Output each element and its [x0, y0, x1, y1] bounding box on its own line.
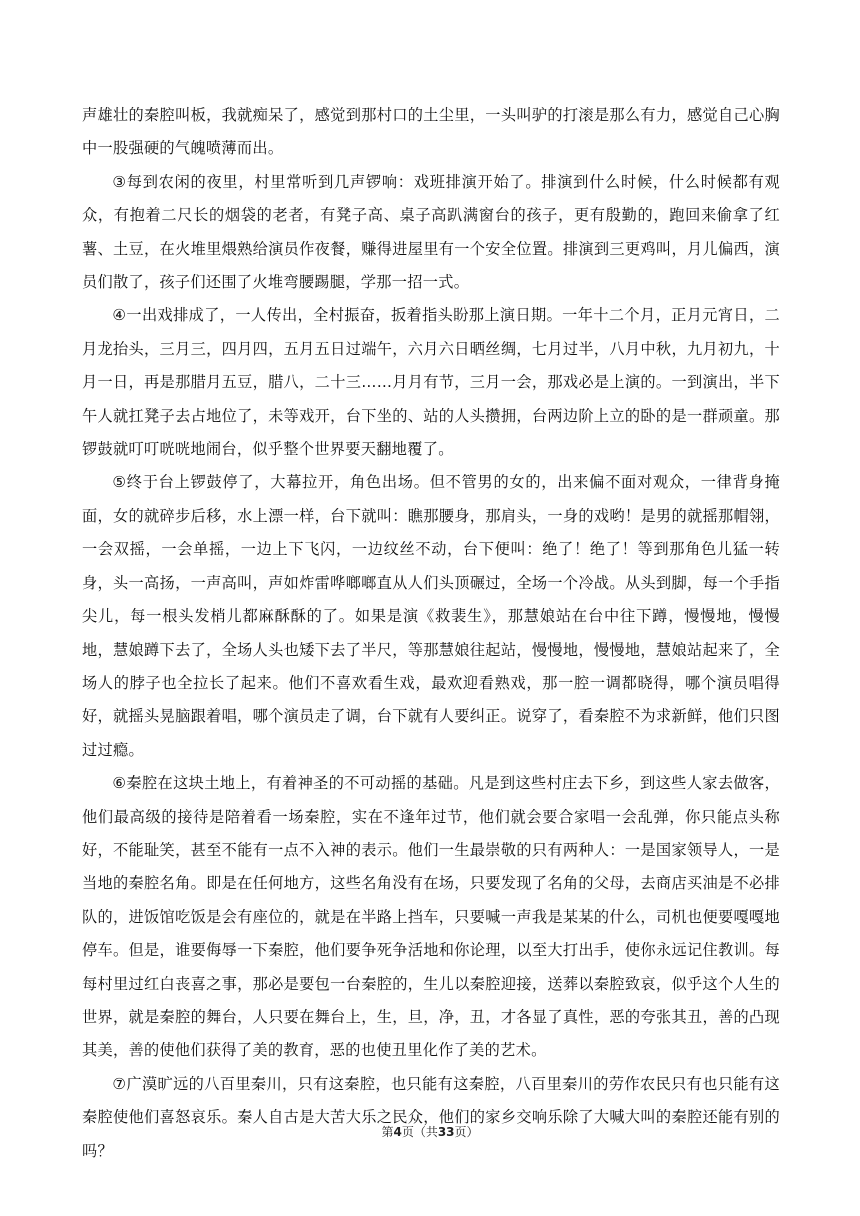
footer-suffix: 页）: [454, 1125, 479, 1139]
footer-prefix: 第: [381, 1125, 394, 1139]
paragraph-7: ⑦广漠旷远的八百里秦川，只有这秦腔，也只能有这秦腔，八百里秦川的劳作农民只有也只能有这秦腔使他们喜怒哀乐。秦人自古是大苦大乐之民众，他们的家乡交响乐除了大喊大叫的秦腔还能有别的吗？: [82, 1074, 780, 1160]
paragraph-4: ④一出戏排成了，一人传出，全村振奋，扳着指头盼那上演日期。一年十二个月，正月元宵日，二月龙抬头，三月三，四月四，五月五日过端午，六月六日晒丝绸，七月过半，八月中秋，九月初九，十月一日，再是那腊月五豆，腊八，二十三……月月有节，三月一会，那戏必是上演的。一到演出，半下午人就扛凳子去占地位了，未等戏开，台下坐的、站的人头攒拥，台两边阶上立的卧的是一群顽童。那锣鼓就叮叮咣咣地闹台，似乎整个世界要天翻地覆了。: [82, 306, 780, 459]
article-body: [82, 99, 780, 1168]
footer-total-pages: 33: [437, 1125, 455, 1139]
footer-mid: 页（共: [401, 1125, 438, 1139]
page-number-footer: [0, 1124, 860, 1140]
paragraph-continued: 声雄壮的秦腔叫板，我就痴呆了，感觉到那村口的土尘里，一头叫驴的打滚是那么有力，感觉自己心胸中一股强硬的气魄喷薄而出。: [82, 106, 780, 158]
paragraph-3: ③每到农闲的夜里，村里常听到几声锣响：戏班排演开始了。排演到什么时候，什么时候都有观众，有抱着二尺长的烟袋的老者，有凳子高、桌子高趴满窗台的孩子，更有殷勤的，跑回来偷拿了红薯、土豆，在火堆里煨熟给演员作夜餐，赚得进屋里有一个安全位置。排演到三更鸡叫，月儿偏西，演员们散了，孩子们还围了火堆弯腰踢腿，学那一招一式。: [82, 172, 780, 292]
paragraph-5: ⑤终于台上锣鼓停了，大幕拉开，角色出场。但不管男的女的，出来偏不面对观众，一律背身掩面，女的就碎步后移，水上漂一样，台下就叫：瞧那腰身，那肩头，一身的戏哟！是男的就摇那帽翎，一会双摇，一会单摇，一边上下飞闪，一边纹丝不动，台下便叫：绝了！绝了！等到那角色儿猛一转身，头一高扬，一声高叫，声如炸雷哗啷啷直从人们头顶碾过，全场一个冷战。从头到脚，每一个手指尖儿，每一根头发梢儿都麻酥酥的了。如果是演《救裴生》，那慧娘站在台中往下蹲，慢慢地，慢慢地，慧娘蹲下去了，全场人头也矮下去了半尺，等那慧娘往起站，慢慢地，慢慢地，慧娘站起来了，全场人的脖子也全拉长了起来。他们不喜欢看生戏，最欢迎看熟戏，那一腔一调都晓得，哪个演员唱得好，就摇头晃脑跟着唱，哪个演员走了调，台下就有人要纠正。说穿了，看秦腔不为求新鲜，他们只图过过瘾。: [82, 473, 780, 759]
footer-page-number: 4: [393, 1125, 402, 1139]
paragraph-6: ⑥秦腔在这块土地上，有着神圣的不可动摇的基础。凡是到这些村庄去下乡，到这些人家去做客，他们最高级的接待是陪着看一场秦腔，实在不逢年过节，他们就会要合家唱一会乱弹，你只能点头称好，不能耻笑，甚至不能有一点不入神的表示。他们一生最崇敬的只有两种人：一是国家领导人，一是当地的秦腔名角。即是在任何地方，这些名角没有在场，只要发现了名角的父母，去商店买油是不必排队的，进饭馆吃饭是会有座位的，就是在半路上挡车，只要喊一声我是某某的什么，司机也便要嘎嘎地停车。但是，谁要侮辱一下秦腔，他们要争死争活地和你论理，以至大打出手，使你永远记住教训。每每村里过红白丧喜之事，那必是要包一台秦腔的，生儿以秦腔迎接，送葬以秦腔致哀，似乎这个人生的世界，就是秦腔的舞台，人只要在舞台上，生，旦，净，丑，才各显了真性，恶的夸张其丑，善的凸现其美，善的使他们获得了美的教育，恶的也使丑里化作了美的艺术。: [82, 774, 780, 1060]
